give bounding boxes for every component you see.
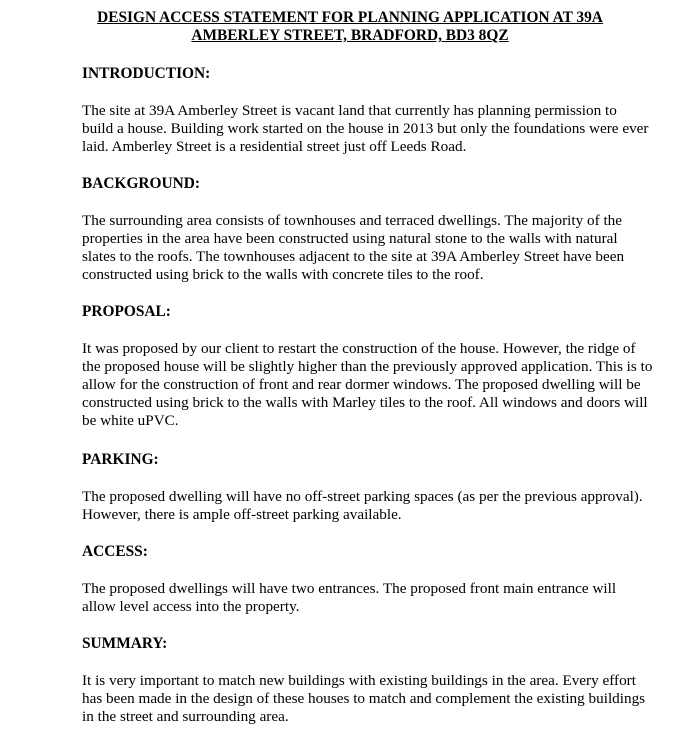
section-body-introduction xyxy=(82,102,690,156)
document-title-line-1: DESIGN ACCESS STATEMENT FOR PLANNING APPLICATION AT 39A xyxy=(97,9,603,26)
section-body-background xyxy=(82,212,690,284)
section-heading-proposal: PROPOSAL: xyxy=(82,303,171,320)
paragraph-line: allow level access into the property. xyxy=(82,598,300,615)
paragraph-line: It was proposed by our client to restart the construction of the house. However, the ridge of xyxy=(82,340,636,357)
paragraph-line: slates to the roofs. The townhouses adjacent to the site at 39A Amberley Street have been xyxy=(82,248,625,265)
paragraph-line: constructed using brick to the walls with Marley tiles to the roof. All windows and doors will xyxy=(82,394,648,411)
paragraph-line: the proposed house will be slightly higher than the previously approved application. This is to xyxy=(82,358,653,375)
section-body-parking xyxy=(82,488,690,524)
section-body-access xyxy=(82,580,690,616)
section-heading-summary: SUMMARY: xyxy=(82,635,168,652)
section-heading-background: BACKGROUND: xyxy=(82,175,200,192)
paragraph-line: The proposed dwellings will have two entrances. The proposed front main entrance will xyxy=(82,580,617,597)
paragraph-line: allow for the construction of front and rear dormer windows. The proposed dwelling will be xyxy=(82,376,641,393)
paragraph-line: The site at 39A Amberley Street is vacant land that currently has planning permission to xyxy=(82,102,617,119)
paragraph-line: It is very important to match new buildings with existing buildings in the area. Every effort xyxy=(82,672,636,689)
paragraph-line: be white uPVC. xyxy=(82,412,179,429)
section-heading-introduction: INTRODUCTION: xyxy=(82,65,211,82)
paragraph-line: has been made in the design of these houses to match and complement the existing buildings xyxy=(82,690,646,707)
section-body-proposal xyxy=(82,340,690,430)
paragraph-line: in the street and surrounding area. xyxy=(82,708,289,725)
paragraph-line: properties in the area have been constructed using natural stone to the walls with natural xyxy=(82,230,618,247)
paragraph-line: constructed using brick to the walls with concrete tiles to the roof. xyxy=(82,266,484,283)
paragraph-line: laid. Amberley Street is a residential street just off Leeds Road. xyxy=(82,138,467,155)
document-title-line-2: AMBERLEY STREET, BRADFORD, BD3 8QZ xyxy=(191,27,509,44)
section-body-summary xyxy=(82,672,690,726)
paragraph-line: The proposed dwelling will have no off-street parking spaces (as per the previous approval). xyxy=(82,488,643,505)
paragraph-line: The surrounding area consists of townhouses and terraced dwellings. The majority of the xyxy=(82,212,623,229)
section-heading-parking: PARKING: xyxy=(82,451,159,468)
section-heading-access: ACCESS: xyxy=(82,543,148,560)
paragraph-line: build a house. Building work started on the house in 2013 but only the foundations were ever xyxy=(82,120,649,137)
paragraph-line: However, there is ample off-street parking available. xyxy=(82,506,402,523)
